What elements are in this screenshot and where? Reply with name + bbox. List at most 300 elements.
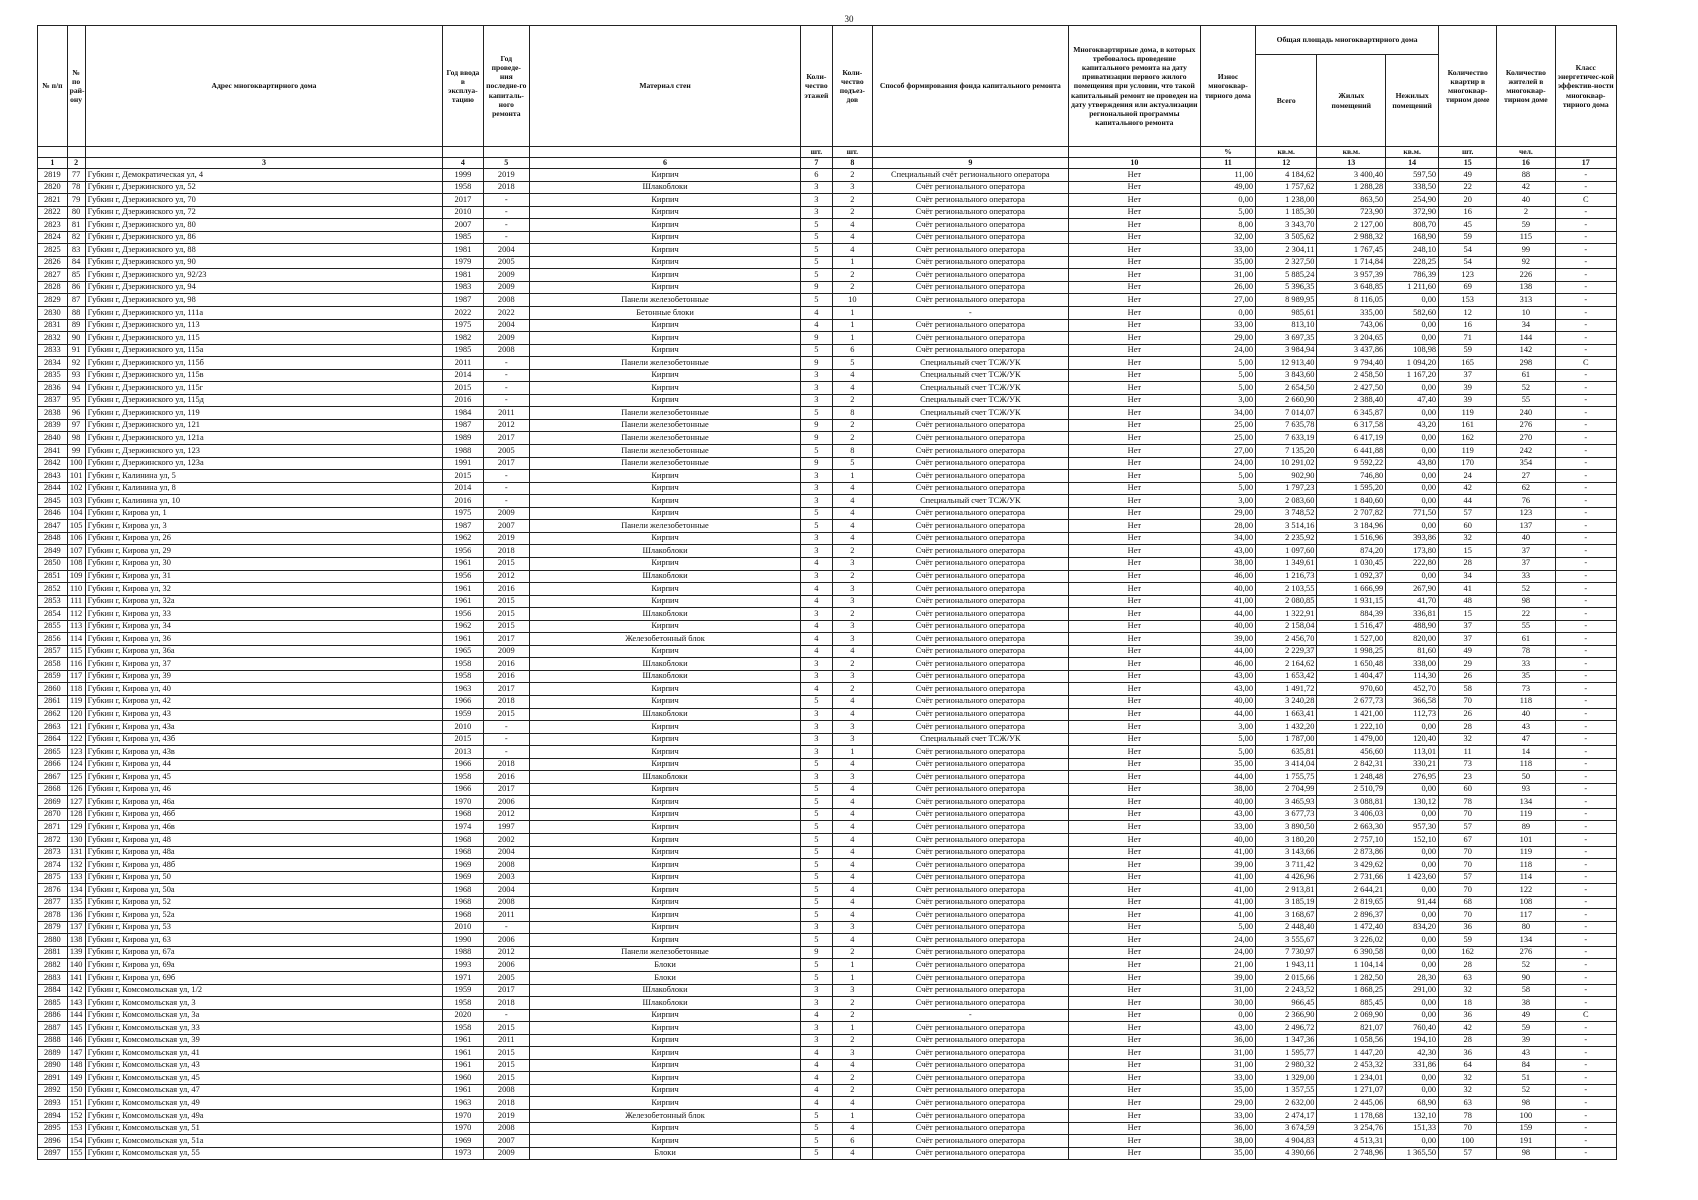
- cell-floors: 5: [801, 896, 833, 909]
- cell-fund-method: Счёт регионального оператора: [872, 281, 1068, 294]
- cell-last-repair-year: 2019: [483, 1110, 530, 1123]
- table-row: [38, 633, 1617, 646]
- cell-floors: 4: [801, 1097, 833, 1110]
- cell-energy-class: -: [1555, 432, 1616, 445]
- header-energy-class: Класс энергетичес-кой эффектив-ности многоквар-тирного дома: [1555, 26, 1616, 147]
- cell-energy-class: -: [1555, 470, 1616, 483]
- cell-residents: 98: [1497, 1147, 1555, 1160]
- cell-row-number: 2863: [38, 721, 68, 734]
- cell-area-residential: 863,50: [1317, 194, 1386, 207]
- cell-area-total: 5 396,35: [1256, 281, 1317, 294]
- cell-wear: 11,00: [1201, 169, 1256, 182]
- cell-apartments: 23: [1439, 771, 1497, 784]
- cell-repair-required: Нет: [1068, 369, 1200, 382]
- cell-year-built: 1969: [443, 871, 483, 884]
- cell-area-residential: 1 092,37: [1317, 570, 1386, 583]
- cell-floors: 5: [801, 1135, 833, 1148]
- cell-year-built: 1973: [443, 1147, 483, 1160]
- cell-area-nonresidential: 0,00: [1386, 997, 1439, 1010]
- cell-area-nonresidential: 152,10: [1386, 833, 1439, 846]
- cell-address: Губкин г, Комсомольская ул, 49а: [85, 1110, 443, 1123]
- cell-area-residential: 2 663,30: [1317, 821, 1386, 834]
- cell-entrances: 4: [832, 796, 872, 809]
- cell-floors: 5: [801, 833, 833, 846]
- cell-apartments: 57: [1439, 821, 1497, 834]
- cell-repair-required: Нет: [1068, 1034, 1200, 1047]
- cell-energy-class: -: [1555, 733, 1616, 746]
- cell-area-total: 2 632,00: [1256, 1097, 1317, 1110]
- cell-area-nonresidential: 393,86: [1386, 532, 1439, 545]
- cell-wall-material: Панели железобетонные: [530, 520, 801, 533]
- cell-row-number: 2853: [38, 595, 68, 608]
- cell-address: Губкин г, Кирова ул, 69б: [85, 972, 443, 985]
- cell-area-total: 2 015,66: [1256, 972, 1317, 985]
- table-row: [38, 708, 1617, 721]
- cell-wear: 29,00: [1201, 1097, 1256, 1110]
- cell-entrances: 4: [832, 909, 872, 922]
- cell-wear: 35,00: [1201, 758, 1256, 771]
- cell-row-number: 2826: [38, 256, 68, 269]
- cell-energy-class: -: [1555, 1034, 1616, 1047]
- cell-fund-method: Счёт регионального оператора: [872, 670, 1068, 683]
- cell-row-number: 2864: [38, 733, 68, 746]
- cell-area-residential: 885,45: [1317, 997, 1386, 1010]
- cell-year-built: 2010: [443, 721, 483, 734]
- cell-apartments: 153: [1439, 294, 1497, 307]
- cell-wall-material: Кирпич: [530, 921, 801, 934]
- cell-area-residential: 1 650,48: [1317, 658, 1386, 671]
- cell-floors: 4: [801, 1047, 833, 1060]
- cell-area-nonresidential: 0,00: [1386, 808, 1439, 821]
- cell-residents: 59: [1497, 219, 1555, 232]
- cell-address: Губкин г, Кирова ул, 69а: [85, 959, 443, 972]
- cell-year-built: 1956: [443, 608, 483, 621]
- table-row: [38, 294, 1617, 307]
- cell-area-residential: 1 595,20: [1317, 482, 1386, 495]
- header-repair-required: Многоквартирные дома, в которых требовалось проведение капитального ремонта на дату приватизации первого жилого помещения при условии, что такой капитальный ремонт не проведен на дату утверждения или актуализации региональной программы капитального ремонта: [1068, 26, 1200, 147]
- cell-wall-material: Кирпич: [530, 244, 801, 257]
- cell-district-number: 122: [67, 733, 85, 746]
- cell-area-total: 3 343,70: [1256, 219, 1317, 232]
- table-row: [38, 959, 1617, 972]
- cell-address: Губкин г, Кирова ул, 42: [85, 695, 443, 708]
- table-row: [38, 796, 1617, 809]
- cell-entrances: 1: [832, 746, 872, 759]
- cell-wall-material: Кирпич: [530, 583, 801, 596]
- cell-fund-method: Счёт регионального оператора: [872, 708, 1068, 721]
- cell-year-built: 1968: [443, 884, 483, 897]
- cell-address: Губкин г, Кирова ул, 36: [85, 633, 443, 646]
- cell-energy-class: -: [1555, 1047, 1616, 1060]
- cell-residents: 50: [1497, 771, 1555, 784]
- cell-apartments: 54: [1439, 244, 1497, 257]
- cell-entrances: 4: [832, 482, 872, 495]
- cell-address: Губкин г, Кирова ул, 67а: [85, 946, 443, 959]
- cell-district-number: 124: [67, 758, 85, 771]
- cell-row-number: 2841: [38, 445, 68, 458]
- cell-address: Губкин г, Дзержинского ул, 94: [85, 281, 443, 294]
- cell-area-residential: 3 437,86: [1317, 344, 1386, 357]
- cell-year-built: 1989: [443, 432, 483, 445]
- cell-row-number: 2887: [38, 1022, 68, 1035]
- cell-apartments: 37: [1439, 369, 1497, 382]
- unit-cell: %: [1201, 147, 1256, 158]
- cell-district-number: 119: [67, 695, 85, 708]
- cell-area-nonresidential: 957,30: [1386, 821, 1439, 834]
- cell-fund-method: Счёт регионального оператора: [872, 1122, 1068, 1135]
- cell-repair-required: Нет: [1068, 432, 1200, 445]
- cell-energy-class: -: [1555, 1122, 1616, 1135]
- cell-row-number: 2822: [38, 206, 68, 219]
- cell-repair-required: Нет: [1068, 482, 1200, 495]
- cell-entrances: 3: [832, 583, 872, 596]
- cell-area-total: 2 448,40: [1256, 921, 1317, 934]
- cell-wall-material: Кирпич: [530, 595, 801, 608]
- cell-year-built: 1974: [443, 821, 483, 834]
- cell-floors: 5: [801, 507, 833, 520]
- cell-row-number: 2885: [38, 997, 68, 1010]
- cell-row-number: 2869: [38, 796, 68, 809]
- cell-wear: 43,00: [1201, 808, 1256, 821]
- cell-wall-material: Кирпич: [530, 369, 801, 382]
- cell-area-residential: 2 748,96: [1317, 1147, 1386, 1160]
- cell-energy-class: -: [1555, 871, 1616, 884]
- cell-area-total: 3 984,94: [1256, 344, 1317, 357]
- cell-wall-material: Кирпич: [530, 495, 801, 508]
- cell-floors: 5: [801, 231, 833, 244]
- cell-district-number: 152: [67, 1110, 85, 1123]
- cell-address: Губкин г, Дзержинского ул, 121а: [85, 432, 443, 445]
- cell-apartments: 36: [1439, 921, 1497, 934]
- cell-area-residential: 884,39: [1317, 608, 1386, 621]
- cell-energy-class: -: [1555, 181, 1616, 194]
- cell-energy-class: -: [1555, 419, 1616, 432]
- cell-entrances: 3: [832, 633, 872, 646]
- cell-energy-class: -: [1555, 633, 1616, 646]
- table-row: [38, 1147, 1617, 1160]
- cell-entrances: 3: [832, 721, 872, 734]
- cell-row-number: 2828: [38, 281, 68, 294]
- cell-year-built: 2014: [443, 369, 483, 382]
- cell-row-number: 2897: [38, 1147, 68, 1160]
- cell-wall-material: Кирпич: [530, 683, 801, 696]
- cell-repair-required: Нет: [1068, 821, 1200, 834]
- cell-entrances: 6: [832, 344, 872, 357]
- cell-apartments: 59: [1439, 344, 1497, 357]
- cell-year-built: 1971: [443, 972, 483, 985]
- unit-cell: [38, 147, 68, 158]
- cell-row-number: 2850: [38, 557, 68, 570]
- cell-wall-material: Кирпич: [530, 219, 801, 232]
- column-number-cell: 11: [1201, 158, 1256, 169]
- cell-wall-material: Кирпич: [530, 1059, 801, 1072]
- cell-repair-required: Нет: [1068, 194, 1200, 207]
- cell-apartments: 59: [1439, 934, 1497, 947]
- cell-entrances: 3: [832, 771, 872, 784]
- column-number-cell: 6: [530, 158, 801, 169]
- cell-row-number: 2877: [38, 896, 68, 909]
- cell-residents: 88: [1497, 169, 1555, 182]
- cell-wear: 5,00: [1201, 357, 1256, 370]
- cell-wear: 38,00: [1201, 1135, 1256, 1148]
- cell-area-residential: 3 400,40: [1317, 169, 1386, 182]
- table-row: [38, 658, 1617, 671]
- cell-repair-required: Нет: [1068, 269, 1200, 282]
- cell-last-repair-year: 2009: [483, 645, 530, 658]
- cell-area-nonresidential: 151,33: [1386, 1122, 1439, 1135]
- cell-residents: 58: [1497, 984, 1555, 997]
- cell-last-repair-year: -: [483, 746, 530, 759]
- cell-last-repair-year: 2018: [483, 997, 530, 1010]
- cell-wall-material: Панели железобетонные: [530, 419, 801, 432]
- cell-wall-material: Кирпич: [530, 896, 801, 909]
- cell-fund-method: Счёт регионального оператора: [872, 194, 1068, 207]
- cell-floors: 4: [801, 633, 833, 646]
- cell-floors: 4: [801, 1072, 833, 1085]
- cell-apartments: 70: [1439, 695, 1497, 708]
- cell-residents: 52: [1497, 382, 1555, 395]
- cell-year-built: 1962: [443, 532, 483, 545]
- cell-residents: 90: [1497, 972, 1555, 985]
- cell-repair-required: Нет: [1068, 608, 1200, 621]
- table-row: [38, 470, 1617, 483]
- cell-area-nonresidential: 47,40: [1386, 394, 1439, 407]
- cell-energy-class: -: [1555, 896, 1616, 909]
- cell-wall-material: Кирпич: [530, 206, 801, 219]
- cell-energy-class: -: [1555, 545, 1616, 558]
- table-row: [38, 833, 1617, 846]
- cell-area-residential: 2 842,31: [1317, 758, 1386, 771]
- cell-address: Губкин г, Дзержинского ул, 115: [85, 332, 443, 345]
- cell-last-repair-year: 2009: [483, 281, 530, 294]
- cell-year-built: 1987: [443, 520, 483, 533]
- cell-year-built: 1968: [443, 808, 483, 821]
- cell-area-total: 3 414,04: [1256, 758, 1317, 771]
- cell-district-number: 112: [67, 608, 85, 621]
- cell-residents: 61: [1497, 369, 1555, 382]
- cell-area-residential: 1 767,45: [1317, 244, 1386, 257]
- table-row: [38, 445, 1617, 458]
- cell-district-number: 134: [67, 884, 85, 897]
- cell-wall-material: Кирпич: [530, 758, 801, 771]
- cell-address: Губкин г, Кирова ул, 52: [85, 896, 443, 909]
- cell-area-nonresidential: 0,00: [1386, 319, 1439, 332]
- cell-floors: 5: [801, 219, 833, 232]
- cell-repair-required: Нет: [1068, 219, 1200, 232]
- cell-fund-method: Счёт регионального оператора: [872, 1110, 1068, 1123]
- cell-floors: 3: [801, 194, 833, 207]
- cell-energy-class: -: [1555, 520, 1616, 533]
- cell-energy-class: -: [1555, 909, 1616, 922]
- cell-energy-class: -: [1555, 683, 1616, 696]
- cell-apartments: 54: [1439, 256, 1497, 269]
- cell-wall-material: Кирпич: [530, 733, 801, 746]
- cell-area-total: 1 757,62: [1256, 181, 1317, 194]
- cell-apartments: 63: [1439, 972, 1497, 985]
- column-number-cell: 9: [872, 158, 1068, 169]
- cell-row-number: 2855: [38, 620, 68, 633]
- cell-residents: 108: [1497, 896, 1555, 909]
- column-number-cell: 7: [801, 158, 833, 169]
- cell-energy-class: -: [1555, 1147, 1616, 1160]
- cell-area-nonresidential: 0,00: [1386, 495, 1439, 508]
- cell-apartments: 32: [1439, 532, 1497, 545]
- cell-last-repair-year: -: [483, 721, 530, 734]
- cell-energy-class: -: [1555, 608, 1616, 621]
- cell-row-number: 2837: [38, 394, 68, 407]
- cell-entrances: 3: [832, 921, 872, 934]
- cell-row-number: 2823: [38, 219, 68, 232]
- cell-last-repair-year: -: [483, 495, 530, 508]
- cell-year-built: 1966: [443, 695, 483, 708]
- cell-year-built: 1961: [443, 557, 483, 570]
- cell-apartments: 12: [1439, 307, 1497, 320]
- cell-entrances: 2: [832, 545, 872, 558]
- cell-row-number: 2830: [38, 307, 68, 320]
- cell-wear: 36,00: [1201, 1034, 1256, 1047]
- cell-wear: 5,00: [1201, 470, 1256, 483]
- cell-residents: 101: [1497, 833, 1555, 846]
- cell-year-built: 1961: [443, 595, 483, 608]
- cell-last-repair-year: 2004: [483, 319, 530, 332]
- cell-address: Губкин г, Дзержинского ул, 115д: [85, 394, 443, 407]
- cell-district-number: 125: [67, 771, 85, 784]
- cell-repair-required: Нет: [1068, 244, 1200, 257]
- column-number-cell: 3: [85, 158, 443, 169]
- cell-repair-required: Нет: [1068, 1022, 1200, 1035]
- cell-area-total: 12 913,40: [1256, 357, 1317, 370]
- cell-repair-required: Нет: [1068, 181, 1200, 194]
- cell-wear: 5,00: [1201, 746, 1256, 759]
- cell-area-total: 2 229,37: [1256, 645, 1317, 658]
- cell-residents: 42: [1497, 181, 1555, 194]
- cell-address: Губкин г, Комсомольская ул, 51: [85, 1122, 443, 1135]
- cell-residents: 138: [1497, 281, 1555, 294]
- cell-floors: 4: [801, 319, 833, 332]
- cell-last-repair-year: 2012: [483, 808, 530, 821]
- cell-year-built: 1988: [443, 946, 483, 959]
- cell-floors: 9: [801, 357, 833, 370]
- cell-area-total: 2 304,11: [1256, 244, 1317, 257]
- cell-energy-class: -: [1555, 771, 1616, 784]
- cell-area-nonresidential: 267,90: [1386, 583, 1439, 596]
- cell-fund-method: Счёт регионального оператора: [872, 557, 1068, 570]
- cell-apartments: 57: [1439, 871, 1497, 884]
- table-header: [38, 26, 1617, 169]
- cell-district-number: 128: [67, 808, 85, 821]
- cell-area-total: 7 135,20: [1256, 445, 1317, 458]
- cell-energy-class: -: [1555, 708, 1616, 721]
- cell-area-nonresidential: 168,90: [1386, 231, 1439, 244]
- cell-year-built: 1975: [443, 507, 483, 520]
- cell-wear: 43,00: [1201, 545, 1256, 558]
- cell-wear: 24,00: [1201, 934, 1256, 947]
- cell-floors: 6: [801, 169, 833, 182]
- cell-year-built: 1981: [443, 269, 483, 282]
- cell-address: Губкин г, Кирова ул, 30: [85, 557, 443, 570]
- cell-row-number: 2895: [38, 1122, 68, 1135]
- cell-address: Губкин г, Дзержинского ул, 123а: [85, 457, 443, 470]
- cell-row-number: 2896: [38, 1135, 68, 1148]
- table-row: [38, 934, 1617, 947]
- cell-wear: 5,00: [1201, 206, 1256, 219]
- cell-area-residential: 1 998,25: [1317, 645, 1386, 658]
- cell-residents: 61: [1497, 633, 1555, 646]
- cell-fund-method: Счёт регионального оператора: [872, 332, 1068, 345]
- cell-area-residential: 1 840,60: [1317, 495, 1386, 508]
- cell-wear: 41,00: [1201, 896, 1256, 909]
- cell-address: Губкин г, Комсомольская ул, 45: [85, 1072, 443, 1085]
- cell-address: Губкин г, Комсомольская ул, 55: [85, 1147, 443, 1160]
- cell-fund-method: -: [872, 1009, 1068, 1022]
- cell-area-residential: 1 447,20: [1317, 1047, 1386, 1060]
- cell-wall-material: Кирпич: [530, 394, 801, 407]
- cell-area-residential: 1 421,00: [1317, 708, 1386, 721]
- cell-area-total: 2 366,90: [1256, 1009, 1317, 1022]
- cell-fund-method: Счёт регионального оператора: [872, 344, 1068, 357]
- table-row: [38, 570, 1617, 583]
- cell-last-repair-year: -: [483, 219, 530, 232]
- cell-floors: 4: [801, 683, 833, 696]
- cell-floors: 9: [801, 432, 833, 445]
- cell-repair-required: Нет: [1068, 1072, 1200, 1085]
- table-row: [38, 1047, 1617, 1060]
- cell-district-number: 113: [67, 620, 85, 633]
- cell-wear: 46,00: [1201, 658, 1256, 671]
- cell-residents: 38: [1497, 997, 1555, 1010]
- table-row: [38, 595, 1617, 608]
- cell-area-residential: 335,00: [1317, 307, 1386, 320]
- cell-apartments: 16: [1439, 206, 1497, 219]
- cell-apartments: 42: [1439, 1022, 1497, 1035]
- cell-row-number: 2839: [38, 419, 68, 432]
- cell-apartments: 42: [1439, 482, 1497, 495]
- cell-last-repair-year: 2009: [483, 1147, 530, 1160]
- cell-address: Губкин г, Дзержинского ул, 113: [85, 319, 443, 332]
- cell-apartments: 32: [1439, 984, 1497, 997]
- cell-address: Губкин г, Кирова ул, 1: [85, 507, 443, 520]
- cell-address: Губкин г, Кирова ул, 48б: [85, 859, 443, 872]
- cell-wall-material: Кирпич: [530, 231, 801, 244]
- cell-area-residential: 1 527,00: [1317, 633, 1386, 646]
- cell-area-residential: 6 417,19: [1317, 432, 1386, 445]
- cell-fund-method: Счёт регионального оператора: [872, 808, 1068, 821]
- cell-area-residential: 3 957,39: [1317, 269, 1386, 282]
- column-number-cell: 13: [1317, 158, 1386, 169]
- cell-residents: 89: [1497, 821, 1555, 834]
- cell-fund-method: Счёт регионального оператора: [872, 771, 1068, 784]
- cell-floors: 3: [801, 394, 833, 407]
- cell-area-total: 3 465,93: [1256, 796, 1317, 809]
- cell-energy-class: -: [1555, 394, 1616, 407]
- cell-entrances: 2: [832, 946, 872, 959]
- cell-apartments: 37: [1439, 633, 1497, 646]
- table-row: [38, 419, 1617, 432]
- cell-entrances: 4: [832, 821, 872, 834]
- cell-wear: 34,00: [1201, 407, 1256, 420]
- cell-area-residential: 6 390,58: [1317, 946, 1386, 959]
- cell-area-residential: 1 030,45: [1317, 557, 1386, 570]
- cell-area-total: 2 456,70: [1256, 633, 1317, 646]
- cell-entrances: 3: [832, 733, 872, 746]
- cell-wear: 40,00: [1201, 695, 1256, 708]
- cell-floors: 3: [801, 921, 833, 934]
- cell-last-repair-year: 2006: [483, 796, 530, 809]
- cell-fund-method: Специальный счет ТСЖ/УК: [872, 733, 1068, 746]
- cell-wall-material: Шлакоблоки: [530, 984, 801, 997]
- cell-wall-material: Кирпич: [530, 1072, 801, 1085]
- cell-area-residential: 3 204,65: [1317, 332, 1386, 345]
